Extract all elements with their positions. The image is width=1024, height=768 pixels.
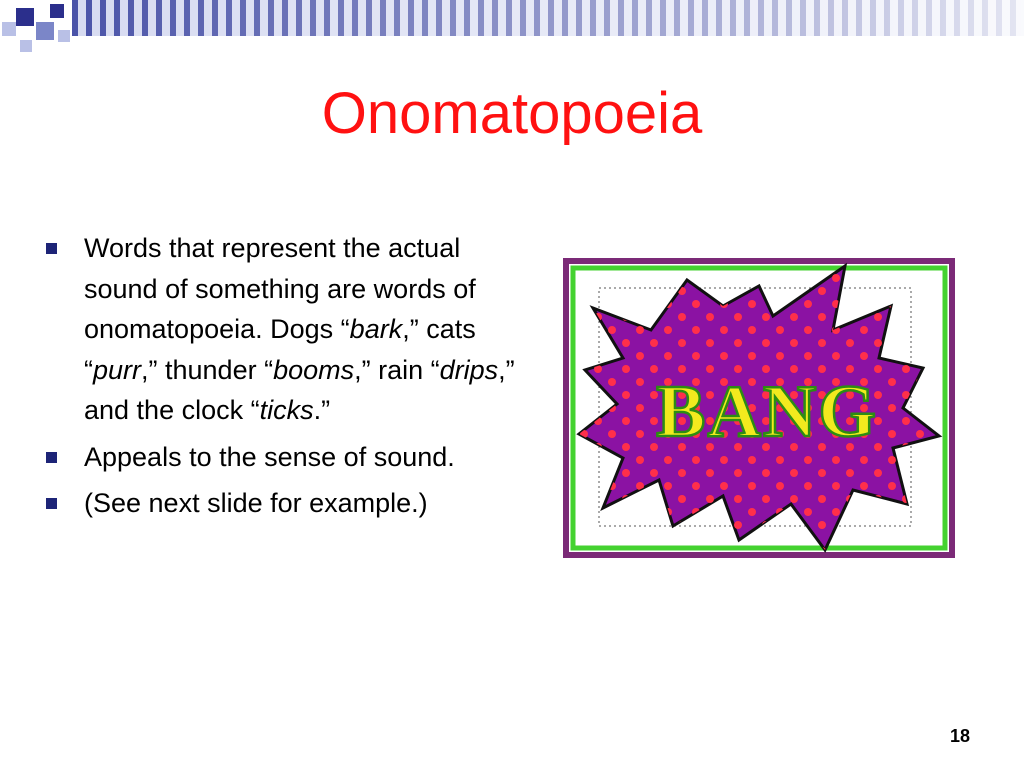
text-segment: ,” rain “ bbox=[354, 354, 440, 385]
header-square bbox=[36, 22, 54, 40]
header-square bbox=[58, 30, 70, 42]
example-word: ticks bbox=[259, 395, 314, 425]
header-square bbox=[2, 22, 16, 36]
bang-word: BANG bbox=[656, 371, 878, 453]
square-bullet-icon bbox=[46, 452, 57, 463]
square-bullet-icon bbox=[46, 243, 57, 254]
header-decoration bbox=[0, 0, 1024, 60]
text-segment: ,” cats “ bbox=[84, 314, 476, 385]
bullet-list bbox=[40, 228, 530, 530]
example-word: drips bbox=[439, 354, 499, 385]
text-segment: Words that represent the actual sound of something are words of onomatopoeia. Dogs “ bbox=[84, 233, 476, 344]
bullet-text bbox=[84, 233, 515, 425]
text-segment: .” bbox=[313, 395, 331, 425]
header-square bbox=[50, 4, 64, 18]
square-bullet-icon bbox=[46, 498, 57, 509]
page-number: 18 bbox=[949, 726, 970, 746]
example-word: purr bbox=[93, 354, 142, 385]
bullet-item bbox=[40, 228, 530, 431]
bullet-item bbox=[40, 483, 530, 524]
bullet-item bbox=[40, 437, 530, 478]
text-segment: ,” and the clock “ bbox=[84, 354, 515, 425]
text-segment: ,” thunder “ bbox=[141, 354, 274, 385]
header-square bbox=[20, 40, 32, 52]
example-word: booms bbox=[273, 354, 355, 385]
slide-title: Onomatopoeia bbox=[321, 81, 703, 146]
bullet-text: Appeals to the sense of sound. bbox=[84, 441, 455, 472]
header-stripe-fade bbox=[72, 0, 1024, 36]
bang-clipart-image bbox=[563, 258, 955, 558]
bullet-text: (See next slide for example.) bbox=[84, 488, 428, 518]
example-word: bark bbox=[349, 314, 403, 344]
header-square bbox=[16, 8, 34, 26]
